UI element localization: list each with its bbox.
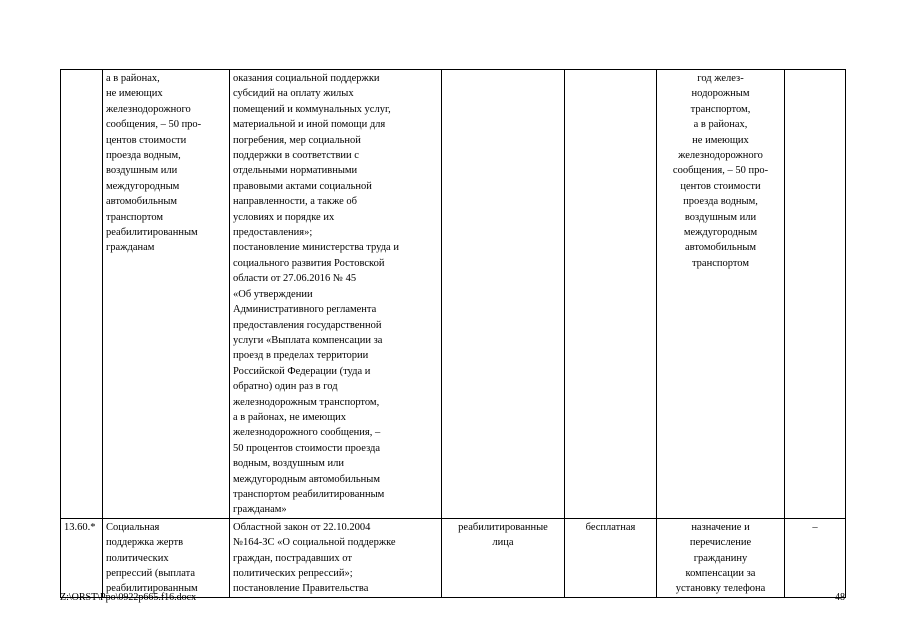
cell-text-line: компенсации за [685,568,756,579]
cell-text-line: Областной закон от 22.10.2004 [233,521,371,533]
cell-text-line: проезда водным, [106,150,181,162]
services-table [60,69,846,598]
cell-text-line: центов стоимости [680,180,761,192]
cell-text-line: железнодорожным транспортом, [233,396,380,408]
cell-text-line: а в районах, [106,73,160,84]
cell-text-line: а в районах, [693,119,748,131]
cell-text-line: год желез- [697,73,744,84]
cell-text-line: воздушным или [684,211,757,223]
cell-text-line: оказания социальной поддержки [233,73,380,84]
cell-text-line: погребения, мер социальной [233,134,361,146]
cell-text-line: гражданам» [233,504,287,516]
cell-text-line: области от 27.06.2016 № 45 [233,273,357,285]
cell-text-line: предоставления»; [233,227,313,239]
cell-text-line: гражданину [693,552,748,564]
cell-text: 13.60.* [64,521,96,533]
cell-text-line: политических [106,552,169,564]
cell-text-line: автомобильным [106,196,178,208]
cell-text-line: перечисление [689,537,752,549]
cell-result [657,70,785,519]
cell-service-name [103,518,230,597]
cell-text-line: воздушным или [106,165,178,177]
cell-fee [565,70,657,519]
cell-number [61,518,103,597]
cell-text-line: Административного регламента [233,304,377,316]
cell-fee [565,518,657,597]
cell-text-line: сообщения, – 50 про- [106,119,202,131]
cell-text-line: установку телефона [675,583,766,595]
cell-text-line: обратно) один раз в год [233,381,338,393]
cell-result [657,518,785,597]
cell-extra [785,70,846,519]
cell-text-line: междугородным [683,227,758,239]
cell-number [61,70,103,519]
cell-text-line: граждан, пострадавших от [233,552,353,564]
cell-text-line: материальной и иной помощи для [233,119,386,131]
cell-text-line: водным, воздушным или [233,458,344,470]
cell-text-line: реабилитированные [458,521,548,533]
cell-text-line: условиях и порядке их [233,211,335,223]
cell-text-line: центов стоимости [106,134,187,146]
cell-text-line: не имеющих [692,134,749,146]
footer-page-number: 48 [835,592,845,603]
footer-file-path: Z:\ORST\Ppo\0922p665.f16.docx [60,592,197,603]
cell-text-line: транспортом реабилитированным [233,488,385,500]
cell-text-line: «Об утверждении [233,288,313,300]
table-row [61,70,846,519]
cell-recipients [442,518,565,597]
cell-text-line: гражданам [106,242,155,254]
cell-recipients [442,70,565,519]
cell-text-line: не имеющих [106,88,163,100]
cell-text-line: репрессий (выплата [106,568,196,579]
cell-text-line: железнодорожного [106,103,191,115]
cell-legal-basis [230,518,442,597]
cell-text-line: сообщения, – 50 про- [672,165,769,177]
cell-text-line: автомобильным [684,242,757,254]
cell-text-line: междугородным автомобильным [233,473,380,485]
cell-text-line: а в районах, не имеющих [233,411,347,423]
cell-text-line: поддержки в соответствии с [233,150,359,162]
cell-text-line: поддержка жертв [106,537,184,549]
table-row [61,518,846,597]
cell-text-line: нодорожным [691,88,750,100]
cell-legal-basis [230,70,442,519]
cell-text-line: предоставления государственной [233,319,382,331]
cell-text-line: бесплатная [585,521,636,533]
cell-text-line: Российской Федерации (туда и [233,365,371,377]
cell-text-line: проезд в пределах территории [233,350,369,362]
cell-text-line: лица [492,537,514,549]
cell-text-line: реабилитированным [106,227,198,239]
cell-text-line: транспортом [691,257,750,269]
cell-text-line: отдельными нормативными [233,165,358,177]
cell-text-line: – [812,521,818,533]
cell-extra [785,518,846,597]
cell-text-line: Социальная [106,521,160,533]
cell-text-line: транспортом [106,211,164,223]
cell-text-line: железнодорожного сообщения, – [233,427,381,439]
cell-text-line: междугородным [106,180,180,192]
cell-text-line: реабилитированным [106,583,198,595]
cell-text-line: назначение и [691,521,750,533]
cell-text-line: железнодорожного [678,150,763,162]
cell-text-line: политических репрессий»; [233,568,353,579]
cell-text-line: №164-ЗС «О социальной поддержке [233,537,396,549]
cell-text-line: правовыми актами социальной [233,180,372,192]
cell-text-line: услуги «Выплата компенсации за [233,334,383,346]
cell-text-line: направленности, а также об [233,196,358,208]
cell-text-line: проезда водным, [683,196,758,208]
cell-text-line: постановление Правительства [233,583,369,595]
cell-text-line: постановление министерства труда и [233,242,399,254]
cell-text-line: транспортом, [690,103,751,115]
cell-text-line: субсидий на оплату жилых [233,88,354,100]
cell-text-line: социального развития Ростовской [233,257,385,269]
cell-text-line: помещений и коммунальных услуг, [233,103,391,115]
cell-text-line: 50 процентов стоимости проезда [233,442,381,454]
cell-service-name [103,70,230,519]
